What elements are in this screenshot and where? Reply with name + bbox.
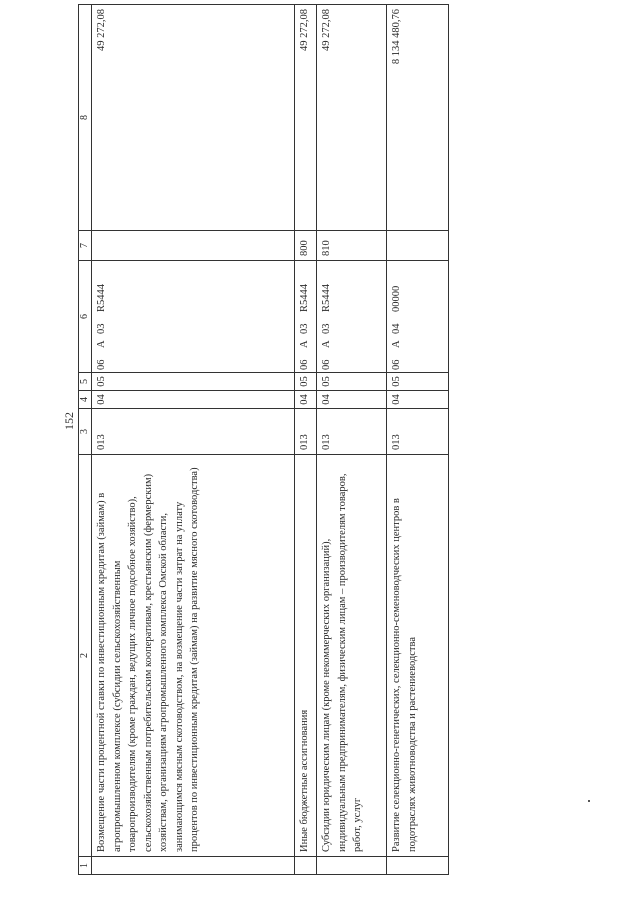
row-number-cell: [92, 857, 295, 875]
column-header: 4: [79, 391, 92, 409]
code-5: 05: [387, 373, 449, 391]
code-5: 05: [317, 373, 387, 391]
code-part: А: [321, 340, 332, 348]
amount: 49 272,08: [295, 5, 317, 231]
row-number-cell: [387, 857, 449, 875]
scan-speck: [588, 800, 590, 802]
code-5: 05: [92, 373, 295, 391]
code-part: R5444: [321, 283, 332, 312]
code-4: 04: [92, 391, 295, 409]
item-name: Иные бюджетные ассигнования: [295, 455, 317, 857]
column-header: 1: [79, 857, 92, 875]
code-7: [387, 231, 449, 261]
column-header: 5: [79, 373, 92, 391]
column-header: 8: [79, 5, 92, 231]
target-article-code: [317, 261, 387, 373]
column-header: 3: [79, 409, 92, 455]
budget-table: [78, 4, 449, 875]
table-row: [92, 5, 295, 875]
target-article-code: [92, 261, 295, 373]
row-number-cell: [317, 857, 387, 875]
column-header: 2: [79, 455, 92, 857]
amount: 8 134 480,76: [387, 5, 449, 231]
code-7: 800: [295, 231, 317, 261]
table-row: [387, 5, 449, 875]
table-row: [295, 5, 317, 875]
code-3: 013: [92, 409, 295, 455]
page-number: 152: [62, 412, 76, 430]
code-part: 06: [96, 359, 107, 370]
rotated-table-container: [78, 5, 453, 875]
code-4: 04: [295, 391, 317, 409]
code-5: 05: [295, 373, 317, 391]
code-part: 06: [321, 359, 332, 370]
code-3: 013: [387, 409, 449, 455]
code-4: 04: [387, 391, 449, 409]
target-article-code: [295, 261, 317, 373]
item-name: Субсидии юридическим лицам (кроме некоммерческих организаций), индивидуальным предпринимателям, физическим лицам – производителям товаров, работ, услуг: [317, 455, 387, 857]
item-name: Возмещение части процентной ставки по инвестиционным кредитам (займам) в агропромышленном комплексе (субсидии сельскохозяйственным товаропроизводителям (кроме граждан, ведущих личное подсобное хозяйство), сельскохозяйственным потребительским кооперативам, крестьянским (фермерским) хозяйствам, организациям агропромышленного комплекса Омской области, занимающимся мясным скотоводством, на возмещение части затрат на уплату процентов по инвестиционным кредитам (займам) на развитие мясного скотоводства): [92, 455, 295, 857]
code-part: 00000: [391, 285, 402, 312]
code-part: А: [96, 340, 107, 348]
code-7: 810: [317, 231, 387, 261]
code-part: 06: [391, 359, 402, 370]
code-part: R5444: [96, 283, 107, 312]
code-7: [92, 231, 295, 261]
code-part: А: [391, 340, 402, 348]
code-part: 03: [299, 323, 310, 334]
amount: 49 272,08: [317, 5, 387, 231]
code-3: 013: [295, 409, 317, 455]
row-number-cell: [295, 857, 317, 875]
code-part: А: [299, 340, 310, 348]
column-header: 7: [79, 231, 92, 261]
column-number-row: [79, 5, 92, 875]
code-part: R5444: [299, 283, 310, 312]
code-4: 04: [317, 391, 387, 409]
code-part: 03: [321, 323, 332, 334]
target-article-code: [387, 261, 449, 373]
column-header: 6: [79, 261, 92, 373]
code-part: 06: [299, 359, 310, 370]
code-part: 03: [96, 323, 107, 334]
item-name: Развитие селекционно-генетических, селекционно-семеноводческих центров в подотраслях животноводства и растениеводства: [387, 455, 449, 857]
code-3: 013: [317, 409, 387, 455]
code-part: 04: [391, 323, 402, 334]
amount: 49 272,08: [92, 5, 295, 231]
table-row: [317, 5, 387, 875]
